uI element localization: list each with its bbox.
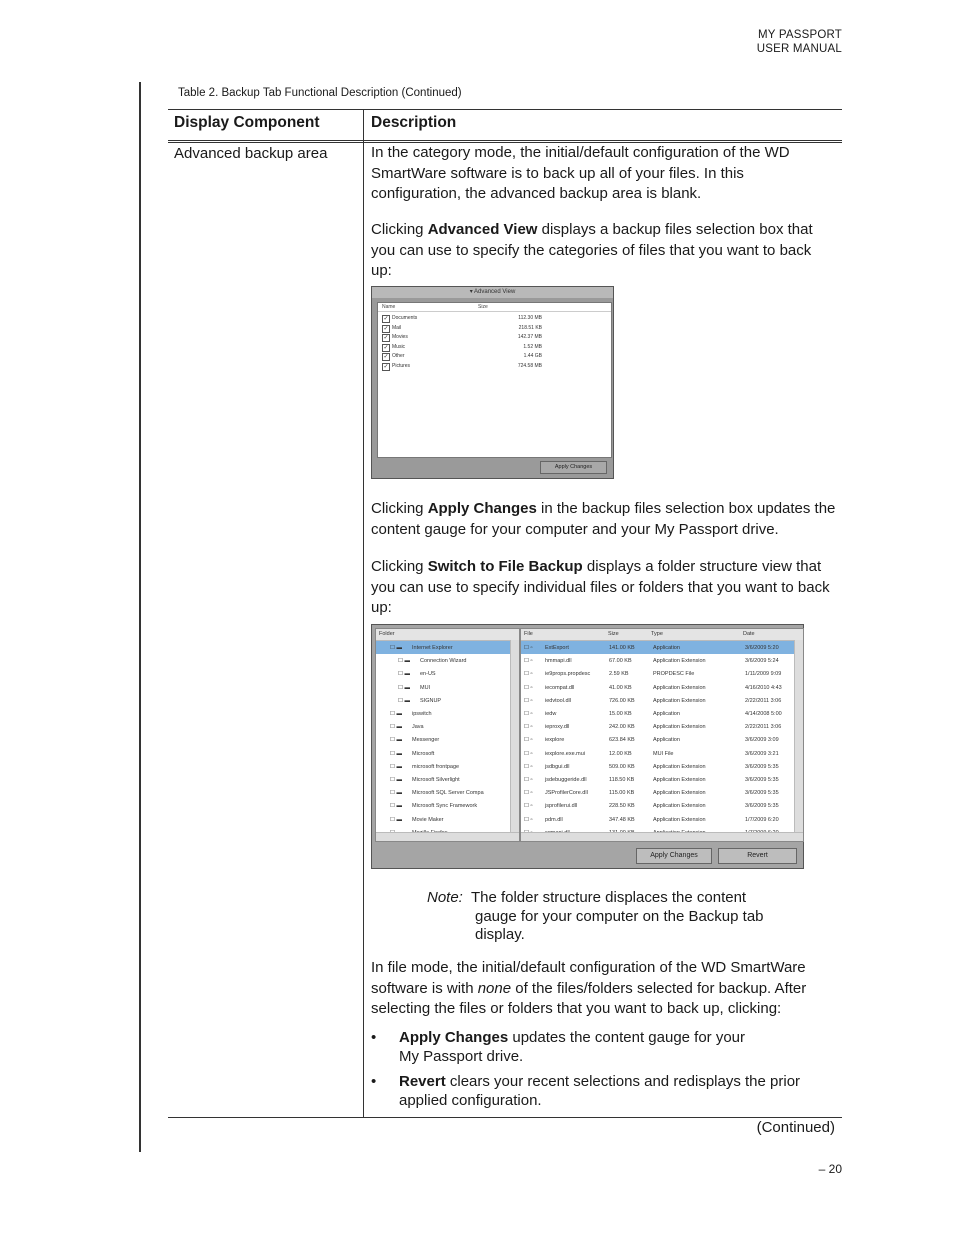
file-icon: ☐ ▫ bbox=[524, 684, 533, 691]
folder-row bbox=[376, 760, 519, 773]
header-product: MY PASSPORT bbox=[757, 29, 842, 41]
category-name: Other bbox=[392, 353, 405, 360]
margin-rule bbox=[139, 82, 141, 1152]
file-name: iexplore.exe.mui bbox=[545, 750, 586, 757]
column-divider bbox=[363, 109, 364, 1117]
file-date: 2/22/2011 3:06 bbox=[745, 724, 782, 731]
file-date: 4/16/2010 4:43 bbox=[745, 684, 782, 691]
folder-icon: ☐ ▬ bbox=[390, 645, 402, 651]
file-icon: ☐ ▫ bbox=[524, 777, 533, 783]
note-line-1: The folder structure displaces the content bbox=[470, 889, 747, 906]
folder-tree-pane bbox=[375, 628, 520, 842]
file-size: 67.00 KB bbox=[609, 658, 632, 665]
category-size: 1.52 MB bbox=[523, 343, 542, 350]
triangle-down-icon: ▾ bbox=[469, 289, 475, 295]
folder-icon: ☐ ▬ bbox=[390, 711, 402, 717]
folder-row bbox=[376, 733, 519, 746]
folder-name: Microsoft bbox=[412, 750, 435, 757]
file-date: 3/6/2009 5:20 bbox=[745, 645, 779, 651]
folder-name: Internet Explorer bbox=[412, 645, 453, 651]
file-icon: ☐ ▫ bbox=[524, 711, 533, 717]
file-list-pane bbox=[520, 628, 804, 842]
col-header-description: Description bbox=[371, 114, 457, 131]
folder-name: Microsoft SQL Server Compa bbox=[412, 790, 484, 797]
file-icon: ☐ ▫ bbox=[524, 724, 533, 731]
type-header-label: Type bbox=[651, 631, 663, 637]
folder-hscroll bbox=[376, 832, 519, 841]
page-number: – 20 bbox=[818, 1162, 842, 1176]
note-label: Note: bbox=[427, 889, 463, 906]
file-name: jsprofilerui.dll bbox=[545, 803, 578, 810]
folder-icon: ☐ ▬ bbox=[398, 684, 410, 691]
file-type: Application bbox=[653, 711, 680, 717]
folder-icon: ☐ ▬ bbox=[390, 750, 402, 757]
size-column-header: Size bbox=[478, 304, 488, 310]
checkbox-checked-icon: ✓ bbox=[383, 325, 389, 332]
category-row bbox=[382, 352, 542, 361]
category-name: Movies bbox=[392, 334, 408, 341]
file-name: iedvtool.dll bbox=[545, 697, 571, 704]
header-rule-1 bbox=[168, 140, 842, 141]
bullet-apply-changes: • Apply Changes updates the content gauge for your My Passport drive. bbox=[371, 1029, 746, 1065]
file-row bbox=[521, 707, 803, 720]
file-icon: ☐ ▫ bbox=[524, 763, 533, 770]
file-icon: ☐ ▫ bbox=[524, 750, 533, 757]
category-column-headers bbox=[378, 303, 611, 312]
checkbox-checked-icon: ✓ bbox=[383, 364, 389, 370]
folder-name: Movie Maker bbox=[412, 816, 444, 823]
category-row bbox=[382, 343, 542, 352]
category-name: Mail bbox=[392, 324, 402, 331]
file-size: 41.00 KB bbox=[609, 684, 632, 691]
folder-column-header bbox=[376, 629, 519, 641]
file-type: Application Extension bbox=[653, 763, 706, 770]
note-line-3: display. bbox=[475, 926, 525, 943]
file-name: iedw bbox=[545, 711, 557, 717]
file-name: iecompat.dll bbox=[545, 684, 575, 691]
file-size: 15.00 KB bbox=[609, 711, 632, 717]
file-row bbox=[521, 773, 803, 786]
file-size: 228.50 KB bbox=[609, 803, 635, 810]
checkbox-checked-icon: ✓ bbox=[383, 344, 389, 351]
file-type: Application Extension bbox=[653, 803, 706, 810]
file-vscroll bbox=[794, 640, 803, 833]
file-size: 141.00 KB bbox=[609, 645, 635, 651]
paragraph-category-mode: In the category mode, the initial/default configuration of the WD SmartWare software is to back up all of your files. In this configuration, the advanced backup area is blank. bbox=[371, 144, 790, 202]
file-icon: ☐ ▫ bbox=[524, 658, 533, 665]
checkbox-checked-icon: ✓ bbox=[383, 354, 389, 361]
folder-icon: ☐ ▬ bbox=[390, 724, 402, 731]
file-size: 118.50 KB bbox=[609, 777, 635, 783]
file-size: 623.84 KB bbox=[609, 737, 635, 744]
folder-row bbox=[376, 681, 519, 694]
table-bottom-rule bbox=[168, 1117, 842, 1118]
file-name: ieproxy.dll bbox=[545, 724, 570, 731]
folder-vscroll bbox=[510, 640, 519, 833]
folder-row bbox=[376, 747, 519, 760]
file-type: Application bbox=[653, 737, 680, 744]
paragraph-apply-changes: Clicking Apply Changes in the backup files selection box updates the content gauge for your computer and your My Passport drive. bbox=[371, 500, 836, 538]
folder-icon: ☐ ▬ bbox=[390, 737, 402, 744]
file-date: 3/6/2009 5:35 bbox=[745, 763, 779, 770]
file-type: MUI File bbox=[653, 750, 674, 757]
header-doc-type: USER MANUAL bbox=[756, 43, 842, 55]
bullet-dot: • bbox=[371, 1029, 377, 1046]
folder-row bbox=[376, 720, 519, 733]
file-row bbox=[521, 747, 803, 760]
file-column-headers bbox=[521, 629, 803, 641]
file-name: jsdbgui.dll bbox=[545, 763, 570, 770]
category-name: Documents bbox=[392, 315, 418, 321]
folder-name: Java bbox=[412, 724, 424, 731]
folder-name: microsoft frontpage bbox=[412, 763, 460, 770]
folder-row bbox=[376, 707, 519, 720]
file-backup-screenshot bbox=[371, 624, 804, 869]
folder-row bbox=[376, 667, 519, 680]
table-caption: Table 2. Backup Tab Functional Description (Continued) bbox=[178, 87, 462, 99]
file-type: Application Extension bbox=[653, 724, 706, 731]
component-cell: Advanced backup area bbox=[174, 145, 328, 162]
category-row bbox=[382, 324, 542, 333]
file-row bbox=[521, 813, 803, 826]
folder-icon: ☐ ▬ bbox=[390, 816, 402, 823]
size-header-label: Size bbox=[608, 631, 619, 637]
file-icon: ☐ ▫ bbox=[524, 671, 533, 678]
folder-name: en-US bbox=[420, 671, 436, 678]
file-name: jsdebuggeride.dll bbox=[545, 777, 587, 783]
folder-name: Connection Wizard bbox=[420, 658, 467, 665]
folder-row bbox=[376, 694, 519, 707]
file-type: Application Extension bbox=[653, 697, 706, 704]
folder-row bbox=[376, 641, 519, 654]
file-name: JSProfilerCore.dll bbox=[545, 790, 588, 797]
file-size: 115.00 KB bbox=[609, 790, 635, 797]
folder-name: ipswitch bbox=[412, 711, 432, 717]
folder-name: SIGNUP bbox=[420, 697, 442, 704]
file-type: Application Extension bbox=[653, 658, 706, 665]
file-date: 2/22/2011 3:06 bbox=[745, 697, 782, 704]
folder-icon: ☐ ▬ bbox=[390, 777, 402, 783]
category-row bbox=[382, 362, 542, 371]
file-row bbox=[521, 681, 803, 694]
file-row bbox=[521, 733, 803, 746]
note bbox=[427, 889, 807, 945]
category-name: Music bbox=[392, 343, 406, 350]
file-date: 1/11/2009 9:09 bbox=[745, 671, 782, 678]
folder-row bbox=[376, 654, 519, 667]
bullet-dot: • bbox=[371, 1073, 377, 1090]
file-row bbox=[521, 694, 803, 707]
category-size: 1.44 GB bbox=[523, 353, 542, 360]
folder-name: Messenger bbox=[412, 737, 440, 744]
file-type: PROPDESC File bbox=[653, 671, 695, 678]
file-row bbox=[521, 654, 803, 667]
folder-name: Microsoft Silverlight bbox=[412, 777, 460, 783]
checkbox-checked-icon: ✓ bbox=[383, 335, 389, 342]
file-size: 509.00 KB bbox=[609, 763, 635, 770]
apply-changes-button-small: Apply Changes bbox=[540, 461, 607, 474]
file-size: 347.48 KB bbox=[609, 816, 635, 823]
file-type: Application Extension bbox=[653, 684, 706, 691]
folder-icon: ☐ ▬ bbox=[398, 671, 410, 678]
file-size: 2.59 KB bbox=[609, 671, 629, 678]
bullet-revert: • Revert clears your recent selections and redisplays the prior applied configuration. bbox=[371, 1073, 801, 1109]
file-icon: ☐ ▫ bbox=[524, 790, 533, 797]
apply-changes-button: Apply Changes bbox=[636, 848, 712, 864]
file-row bbox=[521, 641, 803, 654]
category-row bbox=[382, 314, 542, 323]
file-name: iexplore bbox=[545, 737, 565, 744]
paragraph-switch-file-backup: Clicking Switch to File Backup displays a folder structure view that you can use to specify individual files or folders that you want to back up: bbox=[371, 558, 830, 616]
category-size: 724.58 MB bbox=[517, 363, 542, 369]
file-date: 3/6/2009 3:21 bbox=[745, 750, 779, 757]
file-type: Application Extension bbox=[653, 816, 706, 823]
folder-row bbox=[376, 786, 519, 799]
folder-name: MUI bbox=[420, 684, 431, 691]
category-row bbox=[382, 333, 542, 342]
file-date: 3/6/2009 5:35 bbox=[745, 790, 779, 797]
file-row bbox=[521, 760, 803, 773]
folder-icon: ☐ ▬ bbox=[398, 697, 410, 704]
file-date: 1/7/2009 6:20 bbox=[745, 816, 779, 823]
file-date: 3/6/2009 5:35 bbox=[745, 803, 779, 810]
file-header-label: File bbox=[524, 631, 533, 637]
checkbox-checked-icon: ✓ bbox=[383, 316, 389, 322]
continued-label: (Continued) bbox=[756, 1119, 835, 1136]
note-line-2: gauge for your computer on the Backup tab bbox=[475, 907, 764, 925]
file-type: Application bbox=[653, 645, 680, 651]
date-header-label: Date bbox=[743, 631, 755, 637]
file-date: 3/6/2009 5:35 bbox=[745, 777, 779, 783]
file-name: ie9props.propdesc bbox=[545, 671, 591, 678]
file-row bbox=[521, 720, 803, 733]
table-top-rule bbox=[168, 109, 842, 110]
advanced-view-screenshot bbox=[371, 286, 614, 479]
file-icon: ☐ ▫ bbox=[524, 737, 533, 744]
folder-header-label: Folder bbox=[379, 631, 395, 637]
file-row bbox=[521, 799, 803, 812]
category-size: 112.30 MB bbox=[518, 315, 542, 321]
file-row bbox=[521, 786, 803, 799]
running-header bbox=[757, 28, 842, 56]
file-hscroll bbox=[521, 832, 803, 841]
name-column-header: Name bbox=[382, 304, 396, 310]
category-list bbox=[377, 302, 612, 458]
col-header-component: Display Component bbox=[174, 114, 320, 131]
folder-icon: ☐ ▬ bbox=[390, 803, 402, 810]
file-name: ExtExport bbox=[545, 645, 569, 651]
file-name: pdm.dll bbox=[545, 816, 563, 823]
folder-icon: ☐ ▬ bbox=[390, 763, 402, 770]
file-row bbox=[521, 667, 803, 680]
folder-icon: ☐ ▬ bbox=[398, 658, 410, 665]
advanced-view-bar: ▾ Advanced View bbox=[372, 287, 613, 298]
paragraph-advanced-view: Clicking Advanced View displays a backup files selection box that you can use to specify the categories of files that you want to back up: bbox=[371, 221, 813, 279]
folder-row bbox=[376, 799, 519, 812]
folder-row bbox=[376, 813, 519, 826]
file-name: hmmapi.dll bbox=[545, 658, 572, 665]
file-size: 242.00 KB bbox=[609, 724, 635, 731]
revert-button: Revert bbox=[718, 848, 797, 864]
file-size: 726.00 KB bbox=[609, 697, 635, 704]
file-icon: ☐ ▫ bbox=[524, 803, 533, 810]
category-name: Pictures bbox=[392, 363, 411, 369]
file-icon: ☐ ▫ bbox=[524, 697, 533, 704]
folder-row bbox=[376, 773, 519, 786]
file-date: 3/6/2009 5:24 bbox=[745, 658, 779, 665]
file-type: Application Extension bbox=[653, 777, 706, 783]
file-type: Application Extension bbox=[653, 790, 706, 797]
file-date: 4/14/2008 5:00 bbox=[745, 711, 782, 717]
category-size: 142.37 MB bbox=[517, 334, 542, 341]
file-date: 3/6/2009 3:09 bbox=[745, 737, 779, 744]
category-size: 218.51 KB bbox=[518, 324, 542, 331]
file-icon: ☐ ▫ bbox=[524, 816, 533, 823]
file-size: 12.00 KB bbox=[609, 750, 632, 757]
folder-name: Microsoft Sync Framework bbox=[412, 803, 478, 810]
paragraph-file-mode: In file mode, the initial/default configuration of the WD SmartWare software is with none of the files/folders selected for backup. After selecting the files or folders that you want to back up, clicking: bbox=[371, 959, 807, 1017]
folder-icon: ☐ ▬ bbox=[390, 790, 402, 797]
file-icon: ☐ ▫ bbox=[524, 645, 533, 651]
